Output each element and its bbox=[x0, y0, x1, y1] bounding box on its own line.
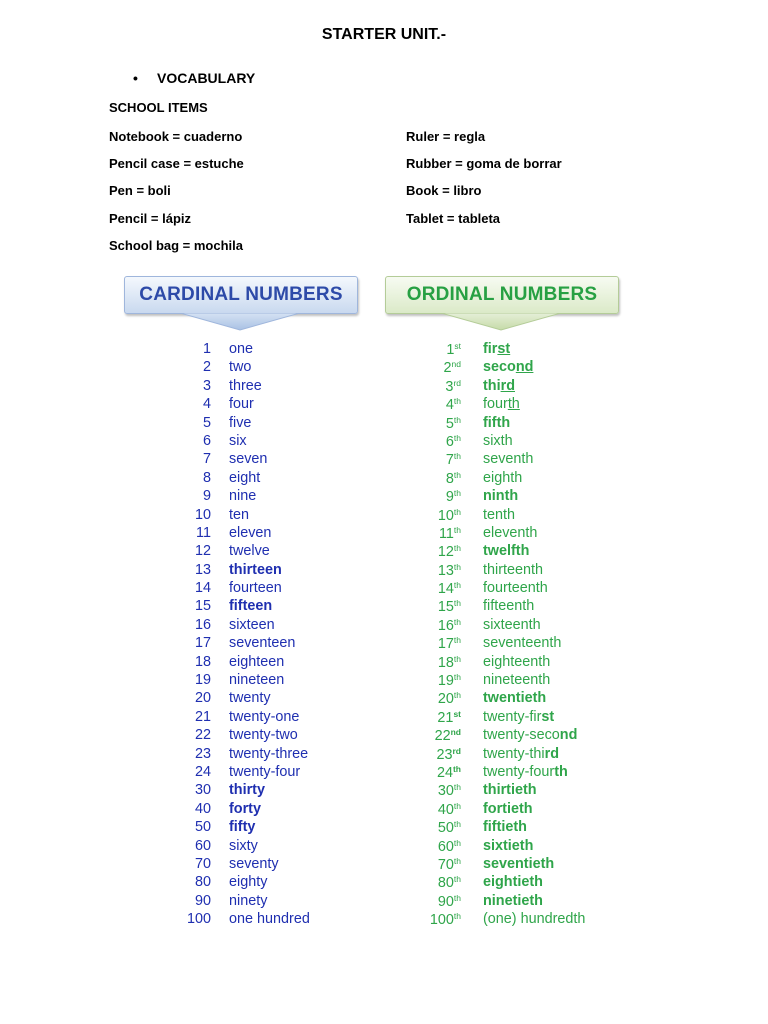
ordinal-number bbox=[446, 433, 461, 450]
ordinal-word-part: (one) hundredth bbox=[483, 911, 586, 928]
cardinal-word: sixteen bbox=[229, 616, 275, 633]
vocab-item: Rubber = goma de borrar bbox=[406, 156, 562, 171]
ordinal-suffix: th bbox=[453, 892, 461, 903]
ordinal-number-value: 100 bbox=[429, 912, 454, 929]
ordinal-number bbox=[438, 580, 461, 597]
ordinal-word-part: nd bbox=[559, 727, 578, 744]
ordinal-word-part: thirteenth bbox=[483, 561, 544, 578]
table-row bbox=[0, 653, 768, 671]
table-row bbox=[0, 450, 768, 468]
ordinal-word-part: seco bbox=[483, 359, 516, 376]
table-row bbox=[0, 708, 768, 726]
ordinal-number-value: 40 bbox=[437, 801, 454, 818]
cardinal-number: 70 bbox=[194, 855, 211, 872]
ordinal-word bbox=[483, 451, 533, 467]
ordinal-word-part: sixtieth bbox=[483, 837, 534, 854]
ordinal-number bbox=[438, 635, 461, 652]
ordinal-number bbox=[444, 359, 461, 376]
page-title: STARTER UNIT.- bbox=[321, 26, 447, 43]
ordinal-number-value: 14 bbox=[437, 581, 454, 598]
ordinal-number-value: 5 bbox=[445, 415, 454, 432]
cardinal-word: sixty bbox=[229, 837, 258, 854]
ordinal-number-value: 15 bbox=[437, 599, 454, 616]
cardinal-word: five bbox=[229, 414, 252, 431]
ordinal-suffix: th bbox=[453, 414, 461, 425]
cardinal-word: twenty-two bbox=[229, 727, 298, 744]
ordinal-suffix: th bbox=[453, 855, 461, 866]
ordinal-number bbox=[438, 598, 461, 615]
cardinal-word: seventy bbox=[229, 855, 279, 872]
ordinal-word bbox=[483, 433, 513, 449]
cardinal-word: two bbox=[229, 359, 252, 376]
cardinal-number: 18 bbox=[194, 653, 211, 670]
cardinal-word: one hundred bbox=[229, 911, 310, 928]
cardinal-number: 5 bbox=[202, 414, 211, 431]
ordinal-word-part: twenty-thi bbox=[483, 745, 545, 762]
table-row bbox=[0, 542, 768, 560]
ordinal-word-part: eighteenth bbox=[483, 653, 551, 670]
ordinal-word-part: twenty-four bbox=[483, 763, 555, 780]
bullet-label: VOCABULARY bbox=[157, 70, 256, 86]
ordinal-word bbox=[483, 470, 522, 486]
vocab-item: School bag = mochila bbox=[109, 238, 243, 253]
ordinal-word bbox=[483, 690, 546, 706]
ordinal-number-value: 4 bbox=[445, 397, 454, 414]
cardinal-number: 30 bbox=[194, 782, 211, 799]
ordinal-number-value: 18 bbox=[437, 654, 454, 671]
ordinal-word-part: rd bbox=[500, 377, 515, 394]
ordinal-number-value: 12 bbox=[437, 544, 454, 561]
cardinal-word: eighteen bbox=[229, 653, 285, 670]
cardinal-word: fifteen bbox=[229, 598, 273, 615]
cardinal-number: 21 bbox=[194, 708, 211, 725]
ordinal-word-part: rd bbox=[544, 745, 559, 762]
ordinal-word bbox=[483, 598, 534, 614]
ordinal-number bbox=[438, 617, 461, 634]
ordinal-number-value: 80 bbox=[437, 875, 454, 892]
cardinal-number: 2 bbox=[202, 359, 211, 376]
table-row bbox=[0, 395, 768, 413]
cardinal-word: nine bbox=[229, 488, 257, 505]
ordinal-word bbox=[483, 507, 515, 523]
ordinal-word bbox=[483, 654, 550, 670]
ordinal-word bbox=[483, 764, 568, 780]
cardinal-word: twelve bbox=[229, 543, 270, 560]
vocab-item: Book = libro bbox=[406, 183, 482, 198]
ordinal-word bbox=[483, 341, 510, 357]
ordinal-suffix: nd bbox=[451, 359, 461, 370]
ordinal-suffix: th bbox=[453, 911, 461, 922]
table-row bbox=[0, 358, 768, 376]
ordinal-number bbox=[438, 690, 461, 707]
ordinal-suffix: th bbox=[453, 672, 461, 683]
ordinal-word bbox=[483, 911, 585, 927]
ordinal-word-part: eightieth bbox=[483, 874, 543, 891]
table-row bbox=[0, 671, 768, 689]
ordinal-suffix: th bbox=[453, 488, 461, 499]
ordinal-number bbox=[438, 838, 461, 855]
ordinal-number bbox=[438, 672, 461, 689]
ordinal-word bbox=[483, 782, 537, 798]
table-row bbox=[0, 873, 768, 891]
section-heading: SCHOOL ITEMS bbox=[109, 100, 208, 115]
ordinal-word-part: ninth bbox=[483, 488, 519, 505]
ordinal-word-part: st bbox=[497, 341, 511, 357]
ordinal-suffix: th bbox=[453, 580, 461, 591]
ordinal-word bbox=[483, 672, 550, 688]
ordinal-suffix: th bbox=[453, 506, 461, 517]
ordinal-suffix: th bbox=[453, 800, 461, 811]
cardinal-word: seventeen bbox=[229, 635, 296, 652]
ordinal-word bbox=[483, 801, 533, 817]
vocabulary-bullet bbox=[133, 70, 255, 86]
table-row bbox=[0, 837, 768, 855]
ordinal-word bbox=[483, 378, 515, 394]
ordinal-number bbox=[438, 562, 461, 579]
cardinal-word: one bbox=[229, 341, 254, 357]
cardinal-word: twenty-four bbox=[229, 763, 301, 780]
bullet-dot-icon: • bbox=[133, 70, 138, 86]
ordinal-number-value: 6 bbox=[445, 433, 454, 450]
table-row bbox=[0, 506, 768, 524]
ordinal-number-value: 70 bbox=[437, 856, 454, 873]
numbers-table bbox=[0, 340, 768, 929]
ordinal-arrow-icon bbox=[441, 313, 561, 331]
ordinal-word bbox=[483, 635, 561, 651]
ordinal-word-part: nineteenth bbox=[483, 672, 551, 689]
ordinal-suffix: th bbox=[453, 432, 461, 443]
cardinal-number: 100 bbox=[186, 911, 211, 928]
ordinal-suffix: st bbox=[453, 708, 461, 719]
vocab-item: Notebook = cuaderno bbox=[109, 129, 243, 144]
ordinal-suffix: th bbox=[453, 782, 461, 793]
ordinal-number-value: 9 bbox=[445, 489, 454, 506]
cardinal-number: 9 bbox=[202, 488, 211, 505]
cardinal-numbers-banner: CARDINAL NUMBERS bbox=[124, 276, 358, 314]
ordinal-suffix: th bbox=[453, 543, 461, 554]
cardinal-word: four bbox=[229, 396, 254, 413]
cardinal-number: 1 bbox=[202, 341, 211, 357]
ordinal-word-part: fiftieth bbox=[483, 819, 527, 836]
table-row bbox=[0, 579, 768, 597]
ordinal-word-part: sixth bbox=[483, 432, 513, 449]
table-row bbox=[0, 910, 768, 928]
vocab-item: Tablet = tableta bbox=[406, 211, 501, 226]
ordinal-word bbox=[483, 874, 543, 890]
ordinal-number-value: 7 bbox=[445, 452, 454, 469]
ordinal-suffix: nd bbox=[450, 727, 461, 738]
cardinal-number: 10 bbox=[194, 506, 211, 523]
ordinal-suffix: th bbox=[452, 763, 461, 774]
cardinal-number: 22 bbox=[194, 727, 211, 744]
ordinal-suffix: th bbox=[453, 451, 461, 462]
vocab-item: Pencil case = estuche bbox=[109, 156, 244, 171]
ordinal-word bbox=[483, 727, 577, 743]
ordinal-number bbox=[446, 470, 461, 487]
ordinal-suffix: th bbox=[453, 690, 461, 701]
cardinal-number: 17 bbox=[194, 635, 211, 652]
cardinal-number: 60 bbox=[194, 837, 211, 854]
cardinal-number: 11 bbox=[196, 524, 211, 541]
table-row bbox=[0, 745, 768, 763]
table-row bbox=[0, 781, 768, 799]
table-row bbox=[0, 689, 768, 707]
cardinal-word: twenty-three bbox=[229, 745, 309, 762]
vocab-item: Pencil = lápiz bbox=[109, 211, 192, 226]
ordinal-number-value: 8 bbox=[445, 470, 454, 487]
cardinal-word: ten bbox=[229, 506, 250, 523]
table-row bbox=[0, 855, 768, 873]
ordinal-word bbox=[483, 396, 520, 412]
table-row bbox=[0, 432, 768, 450]
ordinal-word-part: tenth bbox=[483, 506, 516, 523]
ordinal-number bbox=[446, 488, 461, 505]
ordinal-number bbox=[446, 451, 461, 468]
table-row bbox=[0, 726, 768, 744]
ordinal-number-value: 13 bbox=[437, 562, 454, 579]
table-row bbox=[0, 524, 768, 542]
cardinal-word: fourteen bbox=[229, 580, 282, 597]
ordinal-suffix: th bbox=[453, 561, 461, 572]
cardinal-word: twenty-one bbox=[229, 708, 300, 725]
ordinal-number bbox=[439, 525, 461, 542]
cardinal-number: 3 bbox=[202, 377, 211, 394]
ordinal-word bbox=[483, 617, 541, 633]
ordinal-word bbox=[483, 856, 554, 872]
ordinal-number-value: 50 bbox=[437, 820, 454, 837]
ordinal-word-part: twenty-seco bbox=[483, 727, 560, 744]
ordinal-suffix: th bbox=[453, 837, 461, 848]
ordinal-number bbox=[446, 415, 461, 432]
cardinal-number: 23 bbox=[194, 745, 211, 762]
cardinal-number: 6 bbox=[202, 432, 211, 449]
ordinal-word bbox=[483, 525, 537, 541]
ordinal-number bbox=[438, 543, 461, 560]
ordinal-word bbox=[483, 415, 510, 431]
cardinal-number: 24 bbox=[194, 763, 211, 780]
ordinal-numbers-banner: ORDINAL NUMBERS bbox=[385, 276, 619, 314]
ordinal-word-part: th bbox=[507, 396, 520, 413]
ordinal-number-value: 23 bbox=[436, 746, 453, 763]
ordinal-number bbox=[437, 709, 461, 726]
table-row bbox=[0, 616, 768, 634]
table-row bbox=[0, 377, 768, 395]
ordinal-word-part: thi bbox=[483, 377, 501, 394]
cardinal-word: ninety bbox=[229, 892, 268, 909]
vocab-item: Ruler = regla bbox=[406, 129, 486, 144]
ordinal-word bbox=[483, 543, 529, 559]
table-row bbox=[0, 763, 768, 781]
cardinal-word: six bbox=[229, 432, 247, 449]
table-row bbox=[0, 561, 768, 579]
ordinal-word bbox=[483, 838, 533, 854]
cardinal-number: 40 bbox=[194, 800, 211, 817]
ordinal-word-part: th bbox=[554, 763, 568, 780]
ordinal-number bbox=[436, 746, 461, 763]
cardinal-number: 20 bbox=[194, 690, 211, 707]
ordinal-suffix: th bbox=[453, 635, 461, 646]
ordinal-word-part: nd bbox=[515, 359, 534, 376]
ordinal-word-part: fourteenth bbox=[483, 580, 548, 597]
ordinal-word-part: eighth bbox=[483, 469, 523, 486]
ordinal-word-part: thirtieth bbox=[483, 782, 537, 799]
ordinal-number-value: 19 bbox=[437, 673, 454, 690]
ordinal-suffix: rd bbox=[453, 377, 461, 388]
ordinal-word-part: fortieth bbox=[483, 800, 533, 817]
cardinal-number: 12 bbox=[194, 543, 211, 560]
ordinal-number bbox=[438, 801, 461, 818]
cardinal-word: seven bbox=[229, 451, 268, 468]
ordinal-number bbox=[435, 727, 461, 744]
cardinal-number: 16 bbox=[194, 616, 211, 633]
ordinal-word bbox=[483, 709, 554, 725]
ordinal-word bbox=[483, 746, 559, 762]
ordinal-suffix: th bbox=[453, 819, 461, 830]
cardinal-number: 90 bbox=[194, 892, 211, 909]
cardinal-number: 4 bbox=[202, 396, 211, 413]
ordinal-word-part: sixteenth bbox=[483, 616, 541, 633]
ordinal-word-part: fir bbox=[483, 341, 498, 357]
ordinal-word bbox=[483, 488, 518, 504]
cardinal-number: 7 bbox=[202, 451, 211, 468]
ordinal-suffix: th bbox=[453, 874, 461, 885]
table-row bbox=[0, 414, 768, 432]
table-row bbox=[0, 800, 768, 818]
ordinal-number-value: 11 bbox=[438, 525, 454, 542]
ordinal-number bbox=[438, 893, 461, 910]
ordinal-word-part: seventh bbox=[483, 451, 534, 468]
ordinal-number bbox=[438, 507, 461, 524]
table-row bbox=[0, 340, 768, 358]
ordinal-suffix: th bbox=[453, 469, 461, 480]
table-row bbox=[0, 597, 768, 615]
ordinal-suffix: th bbox=[453, 396, 461, 407]
ordinal-suffix: th bbox=[453, 653, 461, 664]
ordinal-word bbox=[483, 580, 548, 596]
ordinal-number bbox=[430, 911, 461, 928]
cardinal-word: eight bbox=[229, 469, 261, 486]
cardinal-number: 14 bbox=[194, 580, 211, 597]
cardinal-word: eighty bbox=[229, 874, 268, 891]
cardinal-word: forty bbox=[229, 800, 261, 817]
ordinal-word-part: seventeenth bbox=[483, 635, 562, 652]
ordinal-word bbox=[483, 359, 533, 375]
ordinal-number-value: 60 bbox=[437, 838, 454, 855]
cardinal-word: fifty bbox=[229, 819, 256, 836]
ordinal-number-value: 21 bbox=[437, 709, 454, 726]
cardinal-word: eleven bbox=[229, 524, 272, 541]
ordinal-number bbox=[445, 378, 461, 395]
cardinal-number: 8 bbox=[202, 469, 211, 486]
ordinal-suffix: th bbox=[453, 616, 461, 627]
table-row bbox=[0, 634, 768, 652]
cardinal-word: twenty bbox=[229, 690, 271, 707]
ordinal-word-part: ninetieth bbox=[483, 892, 543, 909]
ordinal-number-value: 20 bbox=[437, 691, 454, 708]
ordinal-number-value: 90 bbox=[437, 893, 454, 910]
ordinal-number bbox=[438, 856, 461, 873]
vocab-item: Pen = boli bbox=[109, 183, 171, 198]
table-row bbox=[0, 487, 768, 505]
table-row bbox=[0, 892, 768, 910]
ordinal-number bbox=[446, 341, 461, 358]
ordinal-number-value: 24 bbox=[436, 764, 453, 781]
ordinal-word-part: st bbox=[541, 708, 555, 725]
cardinal-number: 13 bbox=[194, 561, 211, 578]
cardinal-arrow-icon bbox=[180, 313, 300, 331]
cardinal-number: 80 bbox=[194, 874, 211, 891]
ordinal-suffix: th bbox=[453, 598, 461, 609]
ordinal-suffix: th bbox=[453, 524, 461, 535]
ordinal-word-part: twentieth bbox=[483, 690, 547, 707]
table-row bbox=[0, 818, 768, 836]
ordinal-word bbox=[483, 819, 527, 835]
ordinal-number-value: 16 bbox=[437, 617, 454, 634]
ordinal-number-value: 17 bbox=[437, 636, 454, 653]
ordinal-number-value: 30 bbox=[437, 783, 454, 800]
cardinal-word: thirty bbox=[229, 782, 265, 799]
ordinal-word-part: seventieth bbox=[483, 855, 555, 872]
ordinal-number bbox=[438, 654, 461, 671]
ordinal-word-part: twenty-fir bbox=[483, 708, 542, 725]
cardinal-word: nineteen bbox=[229, 672, 285, 689]
ordinal-word-part: fifteenth bbox=[483, 598, 535, 615]
cardinal-word: three bbox=[229, 377, 262, 394]
ordinal-word-part: eleventh bbox=[483, 524, 538, 541]
cardinal-word: thirteen bbox=[229, 561, 282, 578]
ordinal-number-value: 22 bbox=[434, 728, 451, 745]
ordinal-number bbox=[438, 819, 461, 836]
ordinal-number-value: 3 bbox=[445, 378, 454, 395]
ordinal-number-value: 2 bbox=[443, 360, 452, 377]
ordinal-number bbox=[437, 764, 461, 781]
ordinal-suffix: st bbox=[454, 341, 461, 351]
cardinal-number: 15 bbox=[194, 598, 211, 615]
cardinal-number: 19 bbox=[194, 672, 211, 689]
ordinal-word bbox=[483, 562, 543, 578]
ordinal-number-value: 1 bbox=[446, 342, 455, 358]
ordinal-number bbox=[446, 396, 461, 413]
ordinal-word-part: four bbox=[483, 396, 508, 413]
ordinal-number-value: 10 bbox=[437, 507, 454, 524]
ordinal-word bbox=[483, 893, 543, 909]
ordinal-number bbox=[438, 782, 461, 799]
table-row bbox=[0, 469, 768, 487]
ordinal-number bbox=[438, 874, 461, 891]
ordinal-suffix: rd bbox=[452, 745, 461, 756]
ordinal-word-part: fifth bbox=[483, 414, 511, 431]
ordinal-word-part: twelfth bbox=[483, 543, 530, 560]
cardinal-number: 50 bbox=[194, 819, 211, 836]
